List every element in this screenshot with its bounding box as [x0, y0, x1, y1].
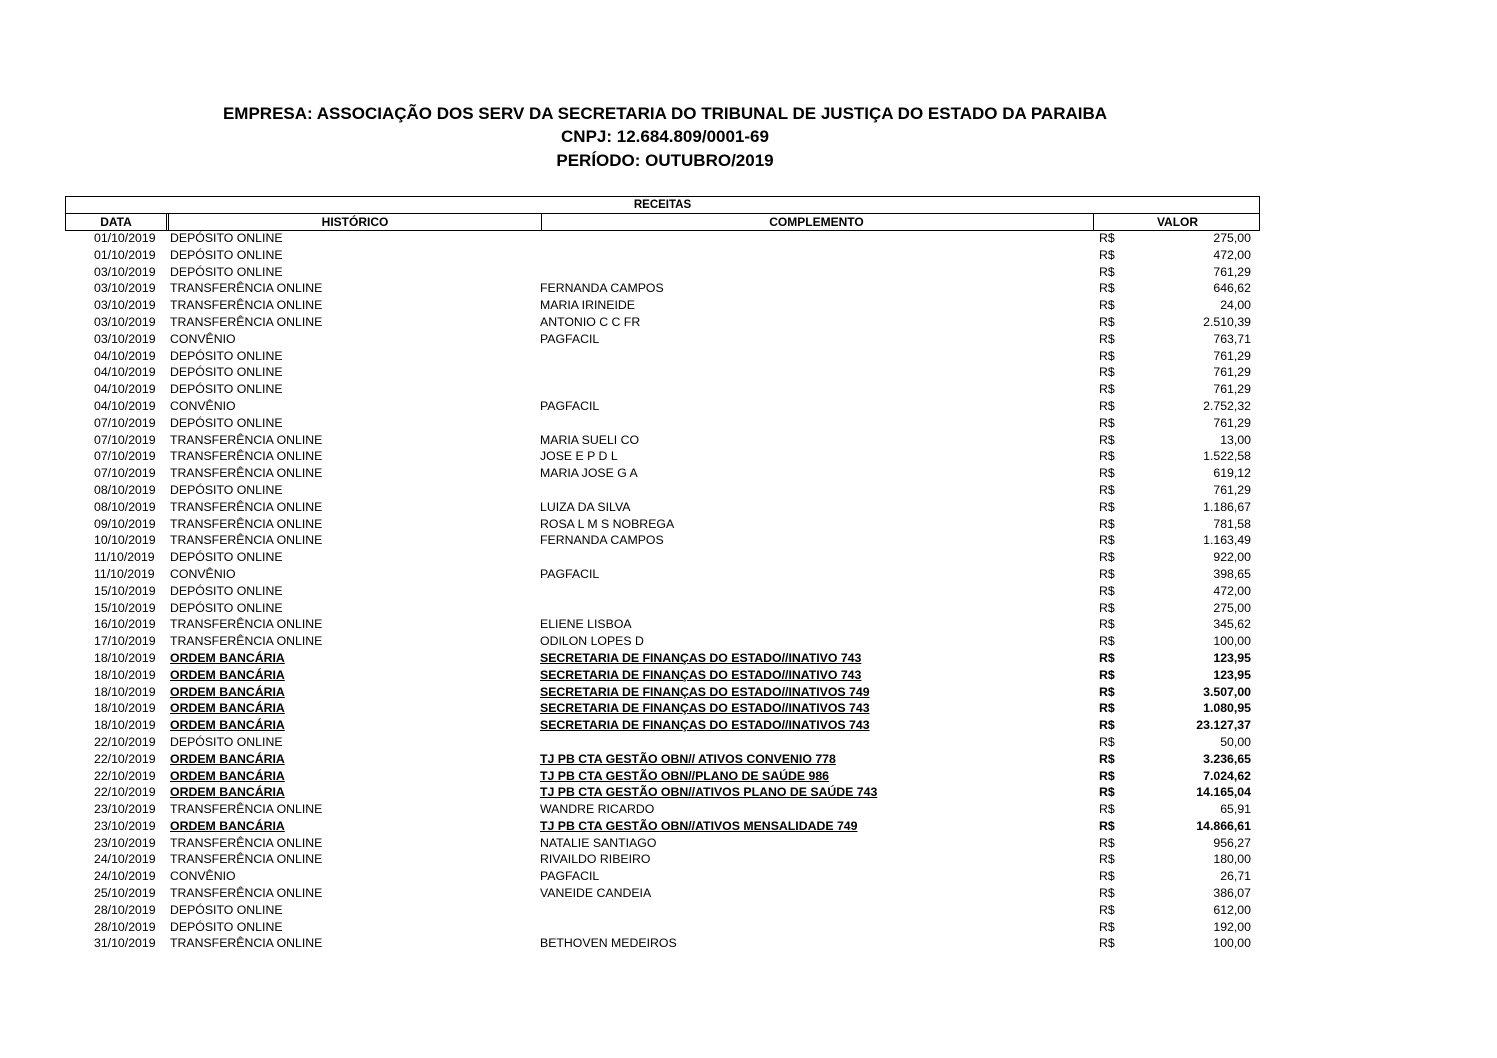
- row-currency: R$: [1099, 886, 1115, 901]
- row-valor: 761,29: [1213, 382, 1251, 397]
- row-currency: R$: [1099, 634, 1115, 649]
- row-valor: 398,65: [1213, 566, 1251, 581]
- row-currency: R$: [1099, 751, 1115, 766]
- row-date: 01/10/2019: [94, 231, 156, 245]
- row-valor: 100,00: [1213, 936, 1251, 951]
- table-row: [65, 902, 1260, 919]
- table-row: [65, 280, 1260, 297]
- row-valor: 7.024,62: [1203, 768, 1251, 783]
- column-header-valor: VALOR: [1156, 215, 1199, 229]
- table-header: [65, 213, 1260, 231]
- row-historico: TRANSFERÊNCIA ONLINE: [170, 852, 323, 867]
- row-date: 24/10/2019: [94, 852, 156, 867]
- table-row: [65, 331, 1260, 348]
- table-row: [65, 919, 1260, 936]
- table-row: [65, 734, 1260, 751]
- table-row: [65, 768, 1260, 785]
- table-row: [65, 583, 1260, 600]
- row-date: 09/10/2019: [94, 516, 156, 531]
- row-valor: 1.163,49: [1203, 533, 1251, 548]
- row-date: 03/10/2019: [94, 264, 156, 279]
- row-date: 04/10/2019: [94, 365, 156, 380]
- table-row: [65, 835, 1260, 852]
- row-historico: TRANSFERÊNCIA ONLINE: [170, 314, 323, 329]
- table-row: [65, 465, 1260, 482]
- row-valor: 3.236,65: [1203, 751, 1251, 766]
- table-row: [65, 667, 1260, 684]
- row-complemento: PAGFACIL: [540, 398, 600, 413]
- row-complemento: MARIA IRINEIDE: [540, 298, 635, 313]
- row-date: 18/10/2019: [94, 684, 156, 699]
- row-valor: 24,00: [1220, 298, 1251, 313]
- row-valor: 275,00: [1213, 600, 1251, 615]
- table-row: [65, 616, 1260, 633]
- row-currency: R$: [1099, 768, 1115, 783]
- row-valor: 1.522,58: [1203, 449, 1251, 464]
- row-valor: 192,00: [1213, 919, 1251, 934]
- row-complemento: FERNANDA CAMPOS: [540, 533, 664, 548]
- row-valor: 1.186,67: [1203, 499, 1251, 514]
- table-row: [65, 784, 1260, 801]
- table-title: RECEITAS: [65, 196, 1260, 213]
- row-currency: R$: [1099, 566, 1115, 581]
- row-currency: R$: [1099, 466, 1115, 481]
- row-historico: ORDEM BANCÁRIA: [170, 751, 285, 766]
- row-currency: R$: [1099, 818, 1115, 833]
- table-row: [65, 432, 1260, 449]
- row-date: 15/10/2019: [94, 600, 156, 615]
- row-valor: 26,71: [1220, 869, 1251, 884]
- row-historico: ORDEM BANCÁRIA: [170, 718, 285, 733]
- row-date: 04/10/2019: [94, 348, 156, 363]
- row-currency: R$: [1099, 802, 1115, 817]
- row-historico: DEPÓSITO ONLINE: [170, 919, 283, 934]
- row-date: 23/10/2019: [94, 818, 156, 833]
- row-date: 22/10/2019: [94, 751, 156, 766]
- table-row: [65, 364, 1260, 381]
- row-valor: 14.866,61: [1196, 818, 1251, 833]
- row-date: 03/10/2019: [94, 314, 156, 329]
- row-complemento: MARIA SUELI CO: [540, 432, 640, 447]
- row-historico: CONVÊNIO: [170, 331, 236, 346]
- row-complemento: TJ PB CTA GESTÃO OBN//PLANO DE SAÚDE 986: [540, 768, 830, 783]
- row-historico: DEPÓSITO ONLINE: [170, 231, 283, 245]
- row-historico: DEPÓSITO ONLINE: [170, 550, 283, 565]
- row-valor: 100,00: [1213, 634, 1251, 649]
- row-historico: DEPÓSITO ONLINE: [170, 734, 283, 749]
- row-date: 17/10/2019: [94, 634, 156, 649]
- row-date: 28/10/2019: [94, 902, 156, 917]
- row-date: 07/10/2019: [94, 466, 156, 481]
- row-date: 03/10/2019: [94, 331, 156, 346]
- row-complemento: SECRETARIA DE FINANÇAS DO ESTADO//INATIVOS 743: [540, 701, 870, 716]
- row-date: 25/10/2019: [94, 886, 156, 901]
- row-valor: 50,00: [1220, 734, 1251, 749]
- row-historico: DEPÓSITO ONLINE: [170, 583, 283, 598]
- row-currency: R$: [1099, 499, 1115, 514]
- row-currency: R$: [1099, 365, 1115, 380]
- table-row: [65, 818, 1260, 835]
- table-row: [65, 499, 1260, 516]
- row-historico: ORDEM BANCÁRIA: [170, 818, 285, 833]
- row-valor: 646,62: [1213, 281, 1251, 296]
- row-historico: TRANSFERÊNCIA ONLINE: [170, 936, 323, 951]
- period-line: PERÍODO: OUTUBRO/2019: [556, 151, 774, 170]
- table-row: [65, 415, 1260, 432]
- row-date: 18/10/2019: [94, 718, 156, 733]
- row-date: 10/10/2019: [94, 533, 156, 548]
- row-complemento: WANDRE RICARDO: [540, 802, 655, 817]
- row-complemento: FERNANDA CAMPOS: [540, 281, 664, 296]
- table-body: [65, 230, 1260, 952]
- row-valor: 123,95: [1213, 667, 1251, 682]
- row-historico: ORDEM BANCÁRIA: [170, 785, 285, 800]
- row-currency: R$: [1099, 482, 1115, 497]
- row-historico: DEPÓSITO ONLINE: [170, 264, 283, 279]
- row-valor: 922,00: [1213, 550, 1251, 565]
- table-row: [65, 398, 1260, 415]
- table-row: [65, 684, 1260, 701]
- row-complemento: RIVAILDO RIBEIRO: [540, 852, 651, 867]
- row-valor: 956,27: [1213, 835, 1251, 850]
- row-historico: TRANSFERÊNCIA ONLINE: [170, 533, 323, 548]
- row-historico: DEPÓSITO ONLINE: [170, 482, 283, 497]
- row-currency: R$: [1099, 550, 1115, 565]
- row-complemento: TJ PB CTA GESTÃO OBN//ATIVOS MENSALIDADE 749: [540, 818, 858, 833]
- row-historico: TRANSFERÊNCIA ONLINE: [170, 281, 323, 296]
- row-valor: 761,29: [1213, 482, 1251, 497]
- row-historico: DEPÓSITO ONLINE: [170, 382, 283, 397]
- row-historico: CONVÊNIO: [170, 566, 236, 581]
- row-historico: TRANSFERÊNCIA ONLINE: [170, 516, 323, 531]
- row-complemento: LUIZA DA SILVA: [540, 499, 631, 514]
- row-historico: TRANSFERÊNCIA ONLINE: [170, 466, 323, 481]
- row-currency: R$: [1099, 281, 1115, 296]
- row-valor: 472,00: [1213, 247, 1251, 262]
- row-historico: DEPÓSITO ONLINE: [170, 348, 283, 363]
- row-date: 04/10/2019: [94, 382, 156, 397]
- table-row: [65, 516, 1260, 533]
- row-valor: 619,12: [1213, 466, 1251, 481]
- row-currency: R$: [1099, 936, 1115, 951]
- row-valor: 14.165,04: [1196, 785, 1251, 800]
- row-currency: R$: [1099, 432, 1115, 447]
- table-row: [65, 885, 1260, 902]
- row-date: 22/10/2019: [94, 785, 156, 800]
- table-row: [65, 851, 1260, 868]
- row-complemento: MARIA JOSE G A: [540, 466, 638, 481]
- row-valor: 123,95: [1213, 650, 1251, 665]
- row-historico: TRANSFERÊNCIA ONLINE: [170, 835, 323, 850]
- row-complemento: NATALIE SANTIAGO: [540, 835, 657, 850]
- row-date: 22/10/2019: [94, 734, 156, 749]
- row-currency: R$: [1099, 298, 1115, 313]
- row-date: 03/10/2019: [94, 298, 156, 313]
- row-currency: R$: [1099, 583, 1115, 598]
- row-currency: R$: [1099, 231, 1115, 245]
- table-row: [65, 348, 1260, 365]
- row-complemento: JOSE E P D L: [540, 449, 618, 464]
- row-historico: ORDEM BANCÁRIA: [170, 768, 285, 783]
- receitas-table: [65, 196, 1260, 231]
- table-row: [65, 448, 1260, 465]
- row-historico: TRANSFERÊNCIA ONLINE: [170, 298, 323, 313]
- row-historico: TRANSFERÊNCIA ONLINE: [170, 499, 323, 514]
- table-row: [65, 751, 1260, 768]
- row-valor: 65,91: [1220, 802, 1251, 817]
- row-historico: DEPÓSITO ONLINE: [170, 902, 283, 917]
- row-historico: ORDEM BANCÁRIA: [170, 650, 285, 665]
- table-row: [65, 549, 1260, 566]
- row-historico: DEPÓSITO ONLINE: [170, 247, 283, 262]
- row-valor: 761,29: [1213, 415, 1251, 430]
- row-currency: R$: [1099, 650, 1115, 665]
- row-historico: DEPÓSITO ONLINE: [170, 600, 283, 615]
- table-row: [65, 566, 1260, 583]
- row-date: 08/10/2019: [94, 482, 156, 497]
- row-valor: 781,58: [1213, 516, 1251, 531]
- row-currency: R$: [1099, 449, 1115, 464]
- table-row: [65, 801, 1260, 818]
- row-historico: DEPÓSITO ONLINE: [170, 365, 283, 380]
- row-date: 16/10/2019: [94, 617, 156, 632]
- row-historico: TRANSFERÊNCIA ONLINE: [170, 886, 323, 901]
- table-row: [65, 650, 1260, 667]
- row-currency: R$: [1099, 382, 1115, 397]
- row-currency: R$: [1099, 718, 1115, 733]
- row-date: 28/10/2019: [94, 919, 156, 934]
- row-historico: TRANSFERÊNCIA ONLINE: [170, 802, 323, 817]
- row-currency: R$: [1099, 852, 1115, 867]
- table-row: [65, 247, 1260, 264]
- row-currency: R$: [1099, 919, 1115, 934]
- row-date: 18/10/2019: [94, 667, 156, 682]
- row-valor: 612,00: [1213, 902, 1251, 917]
- row-complemento: ELIENE LISBOA: [540, 617, 632, 632]
- row-historico: ORDEM BANCÁRIA: [170, 701, 285, 716]
- row-currency: R$: [1099, 835, 1115, 850]
- row-valor: 1.080,95: [1203, 701, 1251, 716]
- table-row: [65, 700, 1260, 717]
- row-date: 04/10/2019: [94, 398, 156, 413]
- row-date: 31/10/2019: [94, 936, 156, 951]
- row-complemento: SECRETARIA DE FINANÇAS DO ESTADO//INATIVO 743: [540, 650, 862, 665]
- row-date: 23/10/2019: [94, 802, 156, 817]
- row-valor: 386,07: [1213, 886, 1251, 901]
- column-header-complemento: COMPLEMENTO: [540, 214, 1094, 230]
- table-row: [65, 600, 1260, 617]
- row-valor: 761,29: [1213, 264, 1251, 279]
- row-valor: 472,00: [1213, 583, 1251, 598]
- table-row: [65, 230, 1260, 247]
- row-historico: DEPÓSITO ONLINE: [170, 415, 283, 430]
- table-row: [65, 868, 1260, 885]
- row-valor: 23.127,37: [1196, 718, 1251, 733]
- row-complemento: ODILON LOPES D: [540, 634, 644, 649]
- row-date: 24/10/2019: [94, 869, 156, 884]
- row-currency: R$: [1099, 701, 1115, 716]
- table-row: [65, 264, 1260, 281]
- row-currency: R$: [1099, 398, 1115, 413]
- row-date: 11/10/2019: [94, 566, 155, 581]
- row-complemento: SECRETARIA DE FINANÇAS DO ESTADO//INATIVO 743: [540, 667, 862, 682]
- row-date: 01/10/2019: [94, 247, 156, 262]
- cnpj-line: CNPJ: 12.684.809/0001-69: [561, 127, 769, 146]
- row-currency: R$: [1099, 684, 1115, 699]
- row-valor: 761,29: [1213, 348, 1251, 363]
- row-currency: R$: [1099, 869, 1115, 884]
- row-date: 08/10/2019: [94, 499, 156, 514]
- row-date: 18/10/2019: [94, 650, 156, 665]
- row-valor: 345,62: [1213, 617, 1251, 632]
- row-date: 03/10/2019: [94, 281, 156, 296]
- row-date: 11/10/2019: [94, 550, 155, 565]
- row-currency: R$: [1099, 331, 1115, 346]
- row-currency: R$: [1099, 667, 1115, 682]
- row-complemento: SECRETARIA DE FINANÇAS DO ESTADO//INATIVOS 749: [540, 684, 870, 699]
- row-date: 07/10/2019: [94, 449, 156, 464]
- table-row: [65, 381, 1260, 398]
- row-complemento: ANTONIO C C FR: [540, 314, 641, 329]
- row-historico: CONVÊNIO: [170, 869, 236, 884]
- row-complemento: SECRETARIA DE FINANÇAS DO ESTADO//INATIVOS 743: [540, 718, 870, 733]
- row-valor: 275,00: [1213, 231, 1251, 245]
- row-complemento: ROSA L M S NOBREGA: [540, 516, 675, 531]
- row-historico: TRANSFERÊNCIA ONLINE: [170, 617, 323, 632]
- row-currency: R$: [1099, 348, 1115, 363]
- row-complemento: BETHOVEN MEDEIROS: [540, 936, 677, 951]
- row-historico: ORDEM BANCÁRIA: [170, 667, 285, 682]
- row-complemento: PAGFACIL: [540, 331, 600, 346]
- column-header-data: DATA: [66, 214, 167, 230]
- table-row: [65, 532, 1260, 549]
- row-valor: 3.507,00: [1203, 684, 1251, 699]
- row-currency: R$: [1099, 902, 1115, 917]
- row-complemento: TJ PB CTA GESTÃO OBN// ATIVOS CONVENIO 778: [540, 751, 836, 766]
- row-valor: 2.752,32: [1203, 398, 1251, 413]
- row-complemento: PAGFACIL: [540, 869, 600, 884]
- company-title: EMPRESA: ASSOCIAÇÃO DOS SERV DA SECRETARIA DO TRIBUNAL DE JUSTIÇA DO ESTADO DA PARAIBA: [222, 104, 1108, 123]
- row-valor: 761,29: [1213, 365, 1251, 380]
- row-currency: R$: [1099, 314, 1115, 329]
- column-header-historico: HISTÓRICO: [168, 214, 542, 230]
- row-historico: ORDEM BANCÁRIA: [170, 684, 285, 699]
- row-currency: R$: [1099, 734, 1115, 749]
- row-complemento: TJ PB CTA GESTÃO OBN//ATIVOS PLANO DE SAÚDE 743: [540, 785, 878, 800]
- row-currency: R$: [1099, 264, 1115, 279]
- row-valor: 180,00: [1213, 852, 1251, 867]
- row-currency: R$: [1099, 785, 1115, 800]
- row-valor: 13,00: [1220, 432, 1251, 447]
- row-valor: 2.510,39: [1203, 314, 1251, 329]
- row-historico: CONVÊNIO: [170, 398, 236, 413]
- row-currency: R$: [1099, 415, 1115, 430]
- table-row: [65, 482, 1260, 499]
- row-complemento: PAGFACIL: [540, 566, 600, 581]
- row-date: 22/10/2019: [94, 768, 156, 783]
- row-date: 07/10/2019: [94, 432, 156, 447]
- row-date: 07/10/2019: [94, 415, 156, 430]
- row-valor: 763,71: [1213, 331, 1251, 346]
- table-row: [65, 717, 1260, 734]
- row-historico: TRANSFERÊNCIA ONLINE: [170, 432, 323, 447]
- row-currency: R$: [1099, 617, 1115, 632]
- table-row: [65, 314, 1260, 331]
- row-currency: R$: [1099, 247, 1115, 262]
- row-currency: R$: [1099, 533, 1115, 548]
- row-complemento: VANEIDE CANDEIA: [540, 886, 652, 901]
- table-row: [65, 935, 1260, 952]
- row-currency: R$: [1099, 600, 1115, 615]
- row-historico: TRANSFERÊNCIA ONLINE: [170, 449, 323, 464]
- row-currency: R$: [1099, 516, 1115, 531]
- table-row: [65, 297, 1260, 314]
- row-date: 15/10/2019: [94, 583, 156, 598]
- row-historico: TRANSFERÊNCIA ONLINE: [170, 634, 323, 649]
- row-date: 23/10/2019: [94, 835, 156, 850]
- table-row: [65, 633, 1260, 650]
- row-date: 18/10/2019: [94, 701, 156, 716]
